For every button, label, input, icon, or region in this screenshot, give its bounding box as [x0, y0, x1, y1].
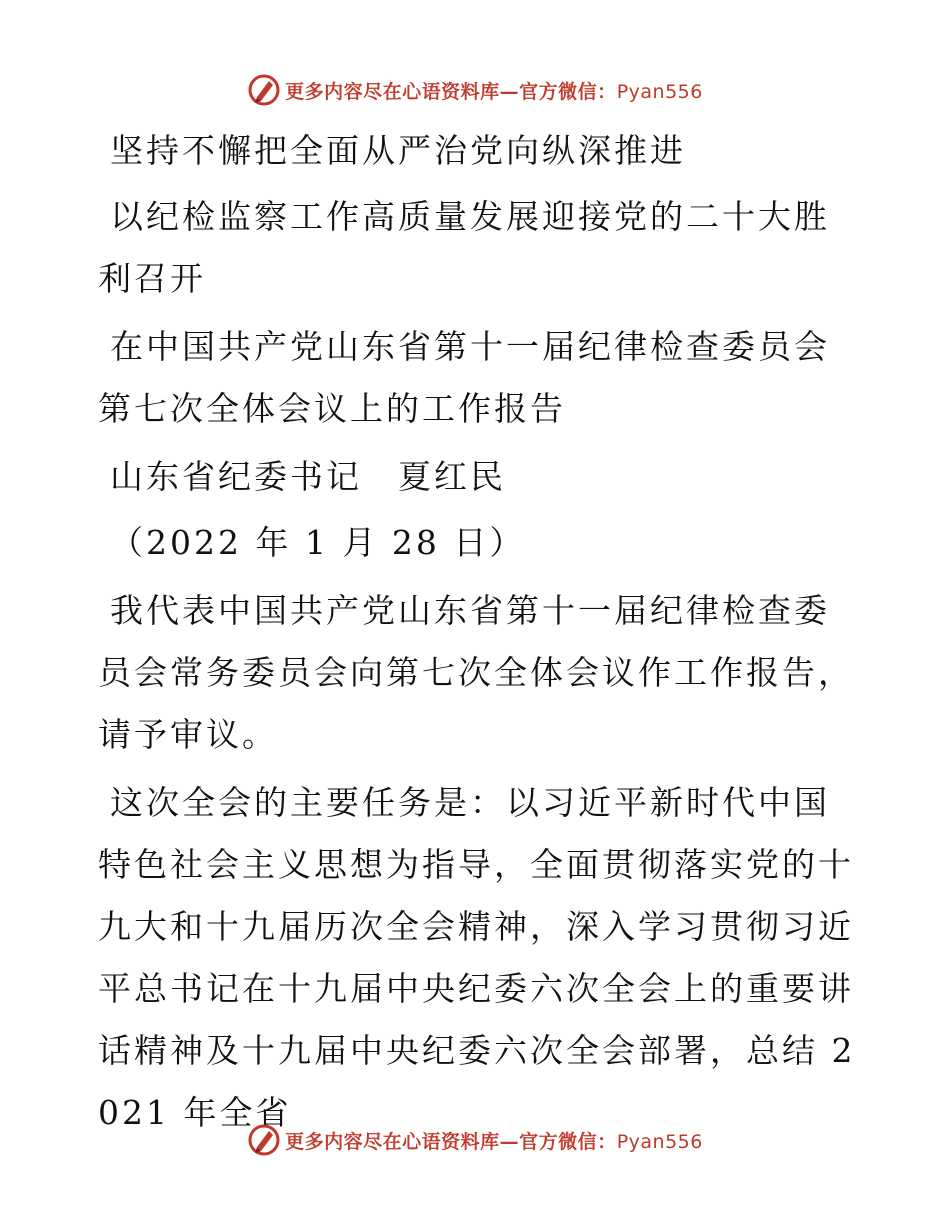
pen-logo-icon	[247, 73, 281, 107]
document-body	[98, 120, 858, 1144]
title-line-3: 在中国共产党山东省第十一届纪律检查委员会第七次全体会议上的工作报告	[98, 327, 830, 428]
body-paragraph-1: 我代表中国共产党山东省第十一届纪律检查委员会常务委员会向第七次全体会议作工作报告，请予审议。	[98, 591, 854, 754]
title-line-1: 坚持不懈把全面从严治党向纵深推进	[110, 131, 686, 170]
title-line-2: 以纪检监察工作高质量发展迎接党的二十大胜利召开	[98, 197, 830, 298]
watermark-banner-bottom	[0, 1118, 950, 1162]
date-line: （2022 年 1 月 28 日）	[110, 523, 526, 562]
watermark-suffix: 官方微信：	[519, 80, 617, 103]
watermark-wechat-id: Pyan556	[616, 80, 703, 103]
pen-logo-icon	[247, 1123, 281, 1157]
watermark-main-text: 更多内容尽在心语资料库	[285, 1130, 500, 1153]
watermark-main-text: 更多内容尽在心语资料库	[285, 80, 500, 103]
author-line: 山东省纪委书记 夏红民	[110, 457, 506, 496]
watermark-banner-top	[0, 68, 950, 112]
watermark-dash: —	[499, 80, 520, 103]
body-paragraph-2: 这次全会的主要任务是：以习近平新时代中国特色社会主义思想为指导，全面贯彻落实党的十九大和十九届历次全会精神，深入学习贯彻习近平总书记在十九届中央纪委六次全会上的重要讲话精神及十九届中央纪委六次全会部署，总结 2021 年全省	[98, 783, 856, 1132]
watermark-wechat-id: Pyan556	[616, 1130, 703, 1153]
watermark-suffix: 官方微信：	[519, 1130, 617, 1153]
watermark-dash: —	[499, 1130, 520, 1153]
